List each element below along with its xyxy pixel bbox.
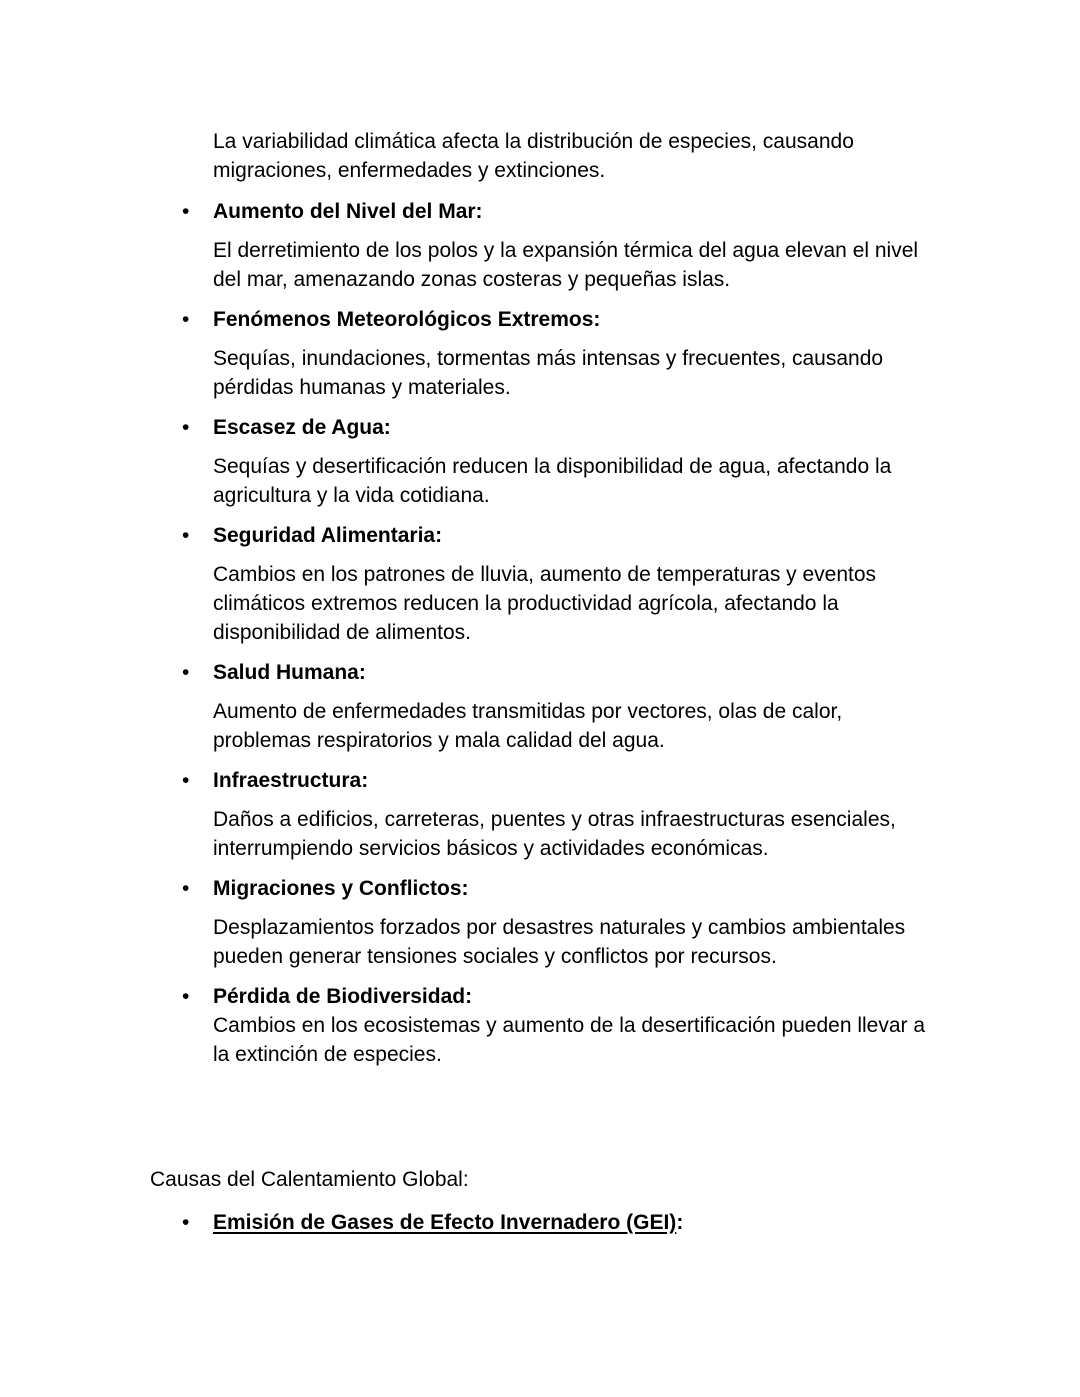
bullet-icon: • (182, 769, 190, 792)
cause-heading-colon: : (676, 1211, 684, 1234)
item-description: Desplazamientos forzados por desastres naturales y cambios ambientales pueden generar tensiones sociales y conflictos por recursos. (213, 916, 906, 968)
list-item (182, 874, 938, 971)
item-heading: Seguridad Alimentaria: (213, 524, 443, 547)
item-heading: Migraciones y Conflictos: (213, 877, 469, 900)
list-item (182, 1208, 938, 1237)
item-description: Cambios en los ecosistemas y aumento de la desertificación pueden llevar a la extinción de especies. (213, 1014, 926, 1066)
item-heading: Aumento del Nivel del Mar: (213, 200, 483, 223)
causes-list (182, 1208, 938, 1237)
item-heading: Salud Humana: (213, 661, 366, 684)
item-heading: Escasez de Agua: (213, 416, 391, 439)
list-item (182, 521, 938, 647)
cause-heading-link[interactable]: Emisión de Gases de Efecto Invernadero (GEI) (213, 1211, 677, 1234)
item-heading: Fenómenos Meteorológicos Extremos: (213, 308, 601, 331)
list-item (182, 413, 938, 510)
bullet-icon: • (182, 661, 190, 684)
bullet-icon: • (182, 200, 190, 223)
item-description: Sequías, inundaciones, tormentas más intensas y frecuentes, causando pérdidas humanas y materiales. (213, 347, 884, 399)
list-item (182, 982, 938, 1069)
list-item (182, 766, 938, 863)
intro-paragraph: La variabilidad climática afecta la distribución de especies, causando migraciones, enfermedades y extinciones. (213, 130, 854, 182)
bullet-icon: • (182, 877, 190, 900)
item-description: Sequías y desertificación reducen la disponibilidad de agua, afectando la agricultura y la vida cotidiana. (213, 455, 892, 507)
item-heading: Pérdida de Biodiversidad: (213, 985, 473, 1008)
item-heading: Infraestructura: (213, 769, 369, 792)
section-title: Causas del Calentamiento Global: (150, 1168, 469, 1191)
list-item (182, 305, 938, 402)
effects-list (182, 197, 938, 1069)
item-description: Aumento de enfermedades transmitidas por vectores, olas de calor, problemas respiratorios y mala calidad del agua. (213, 700, 843, 752)
bullet-icon: • (182, 1211, 190, 1234)
item-description: Daños a edificios, carreteras, puentes y otras infraestructuras esenciales, interrumpiendo servicios básicos y actividades económicas. (213, 808, 896, 860)
bullet-icon: • (182, 985, 190, 1008)
list-item (182, 197, 938, 294)
list-item (182, 658, 938, 755)
item-description: Cambios en los patrones de lluvia, aumento de temperaturas y eventos climáticos extremos reducen la productividad agrícola, afectando la disponibilidad de alimentos. (213, 563, 877, 644)
bullet-icon: • (182, 524, 190, 547)
item-description: El derretimiento de los polos y la expansión térmica del agua elevan el nivel del mar, amenazando zonas costeras y pequeñas islas. (213, 239, 919, 291)
bullet-icon: • (182, 416, 190, 439)
bullet-icon: • (182, 308, 190, 331)
